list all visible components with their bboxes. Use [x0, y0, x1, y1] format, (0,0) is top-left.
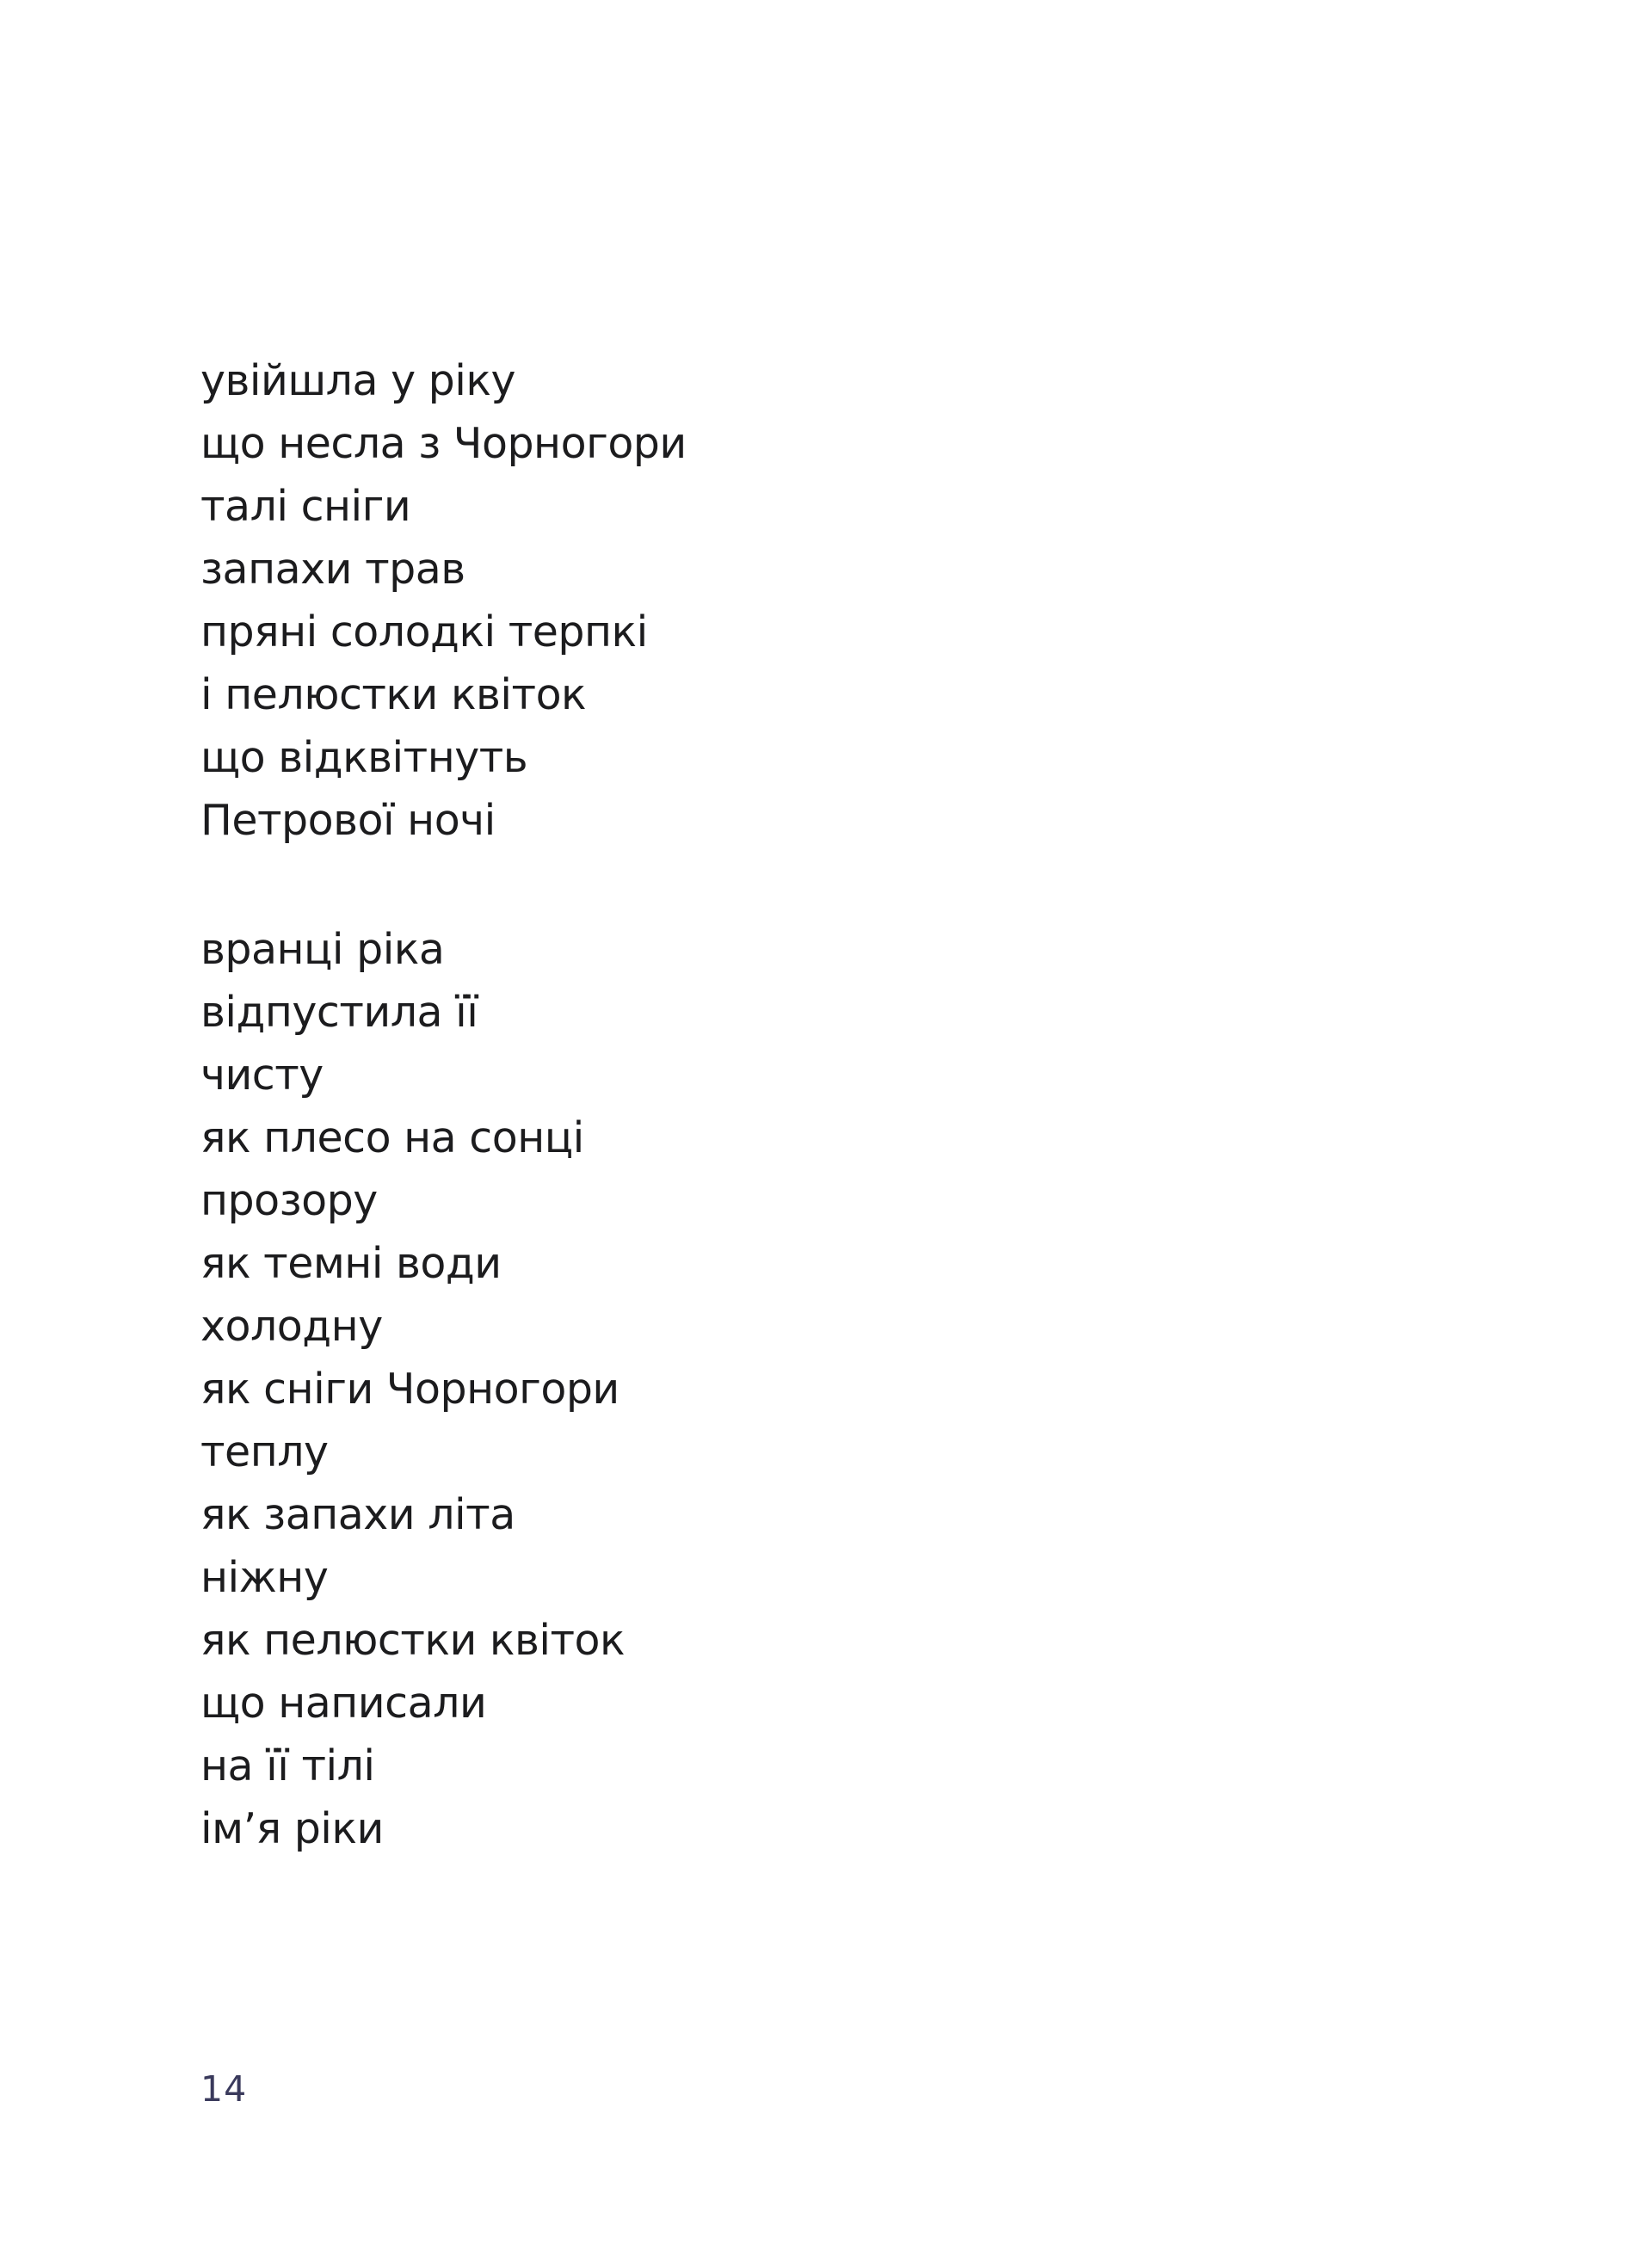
poem-line: теплу: [200, 1427, 329, 1476]
poem-line: ніжну: [200, 1553, 329, 1602]
poem-line: і пелюстки квіток: [200, 670, 587, 719]
poem-line: як плесо на сонці: [200, 1113, 584, 1162]
poem-line: як темні води: [200, 1239, 502, 1288]
poem-line: увійшла у ріку: [200, 356, 515, 405]
poem-line: запахи трав: [200, 545, 465, 594]
poem-line: відпустила її: [200, 988, 478, 1037]
poem-line: як пелюстки квіток: [200, 1616, 626, 1665]
stanza: [200, 349, 687, 852]
poem-line: що відквітнуть: [200, 733, 528, 782]
poem-line: прозору: [200, 1176, 378, 1225]
poem-line: що несла з Чорногори: [200, 419, 687, 468]
poem-line: на її тілі: [200, 1741, 375, 1790]
poem: [200, 349, 687, 1860]
poem-line: холодну: [200, 1302, 383, 1351]
stanza: [200, 918, 687, 1860]
poem-line: як запахи літа: [200, 1490, 515, 1539]
poem-line: як сніги Чорногори: [200, 1365, 620, 1414]
page-number: 14: [200, 2068, 248, 2110]
poem-line: талі сніги: [200, 482, 411, 531]
poem-line: Петрової ночі: [200, 796, 496, 845]
poem-line: ім’я ріки: [200, 1804, 384, 1853]
poem-line: чисту: [200, 1051, 324, 1100]
poem-line: вранці ріка: [200, 925, 445, 974]
poem-line: що написали: [200, 1679, 487, 1728]
poem-line: пряні солодкі терпкі: [200, 607, 648, 656]
